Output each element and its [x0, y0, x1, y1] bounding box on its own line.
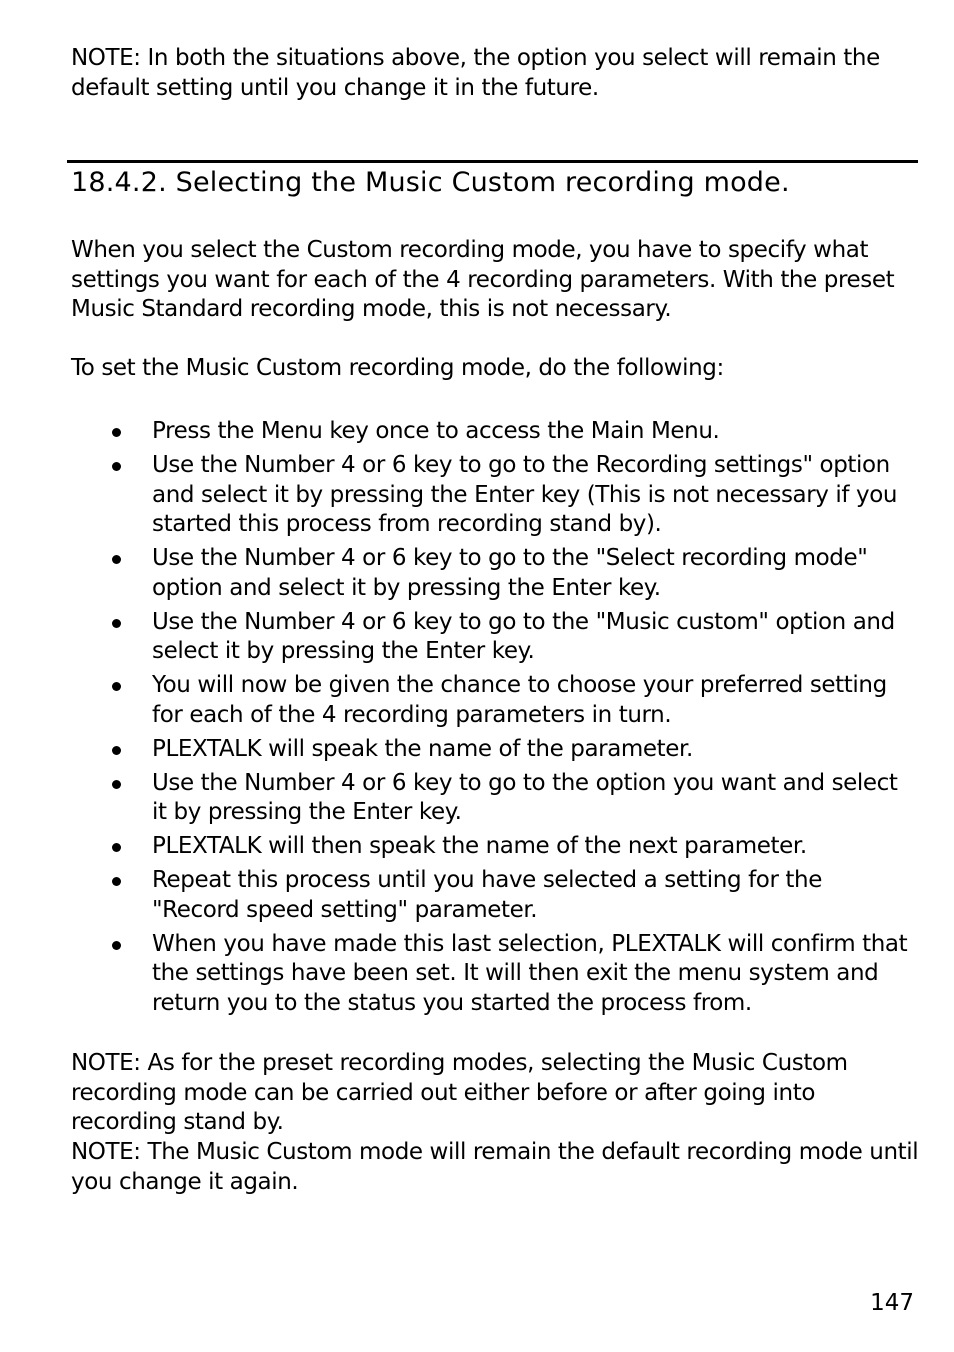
bullet-icon: [112, 877, 121, 886]
bullet-icon: [112, 843, 121, 852]
list-item: [0, 608, 912, 667]
list-item-text: Use the Number 4 or 6 key to go to the "Music custom" option and select it by pressing the Enter key.: [152, 608, 895, 664]
list-item-text: Use the Number 4 or 6 key to go to the option you want and select it by pressing the Enter key.: [152, 769, 898, 825]
list-item-text: Use the Number 4 or 6 key to go to the "Select recording mode" option and select it by pressing the Enter key.: [152, 545, 868, 601]
intro-note: NOTE: In both the situations above, the option you select will remain the default setting until you change it in the future.: [71, 45, 880, 101]
section-heading: 18.4.2. Selecting the Music Custom recording mode.: [71, 167, 790, 198]
closing-note-default-mode: NOTE: The Music Custom mode will remain the default recording mode until you change it again.: [71, 1139, 919, 1195]
list-item: [0, 451, 912, 540]
list-item-text: PLEXTALK will then speak the name of the next parameter.: [152, 833, 807, 859]
list-item: [0, 769, 912, 828]
list-item-text: Repeat this process until you have selected a setting for the "Record speed setting" parameter.: [152, 867, 822, 923]
bullet-icon: [112, 462, 121, 471]
list-item-text: Use the Number 4 or 6 key to go to the Recording settings" option and select it by pressing the Enter key (This is not necessary if you started this process from recording stand by).: [152, 452, 898, 537]
list-item: [0, 930, 912, 1019]
paragraph-custom-mode-intro: When you select the Custom recording mode, you have to specify what settings you want for each of the 4 recording parameters. With the preset Music Standard recording mode, this is not necessary.: [71, 237, 895, 322]
steps-list: [0, 417, 954, 1023]
list-item-text: When you have made this last selection, PLEXTALK will confirm that the settings have been set. It will then exit the menu system and return you to the status you started the process from.: [152, 930, 908, 1016]
list-item: [0, 735, 912, 765]
list-item: [0, 832, 912, 862]
list-item-text: PLEXTALK will speak the name of the parameter.: [152, 735, 693, 762]
list-item: [0, 417, 912, 447]
page-number: 147: [870, 1290, 914, 1316]
bullet-icon: [112, 428, 121, 437]
list-item: [0, 544, 912, 603]
bullet-icon: [112, 555, 121, 564]
bullet-icon: [112, 619, 121, 628]
list-item-text: Press the Menu key once to access the Main Menu.: [152, 418, 720, 444]
list-item-text: You will now be given the chance to choose your preferred setting for each of the 4 recording parameters in turn.: [152, 672, 887, 728]
bullet-icon: [112, 941, 121, 950]
closing-note-preset-modes: NOTE: As for the preset recording modes, selecting the Music Custom recording mode can be carried out either before or after going into recording stand by.: [71, 1050, 848, 1135]
bullet-icon: [112, 746, 121, 755]
bullet-icon: [112, 682, 121, 691]
paragraph-instructions-intro: To set the Music Custom recording mode, do the following:: [71, 355, 724, 381]
list-item: [0, 866, 912, 925]
section-divider: [67, 160, 918, 163]
bullet-icon: [112, 780, 121, 789]
list-item: [0, 671, 912, 730]
